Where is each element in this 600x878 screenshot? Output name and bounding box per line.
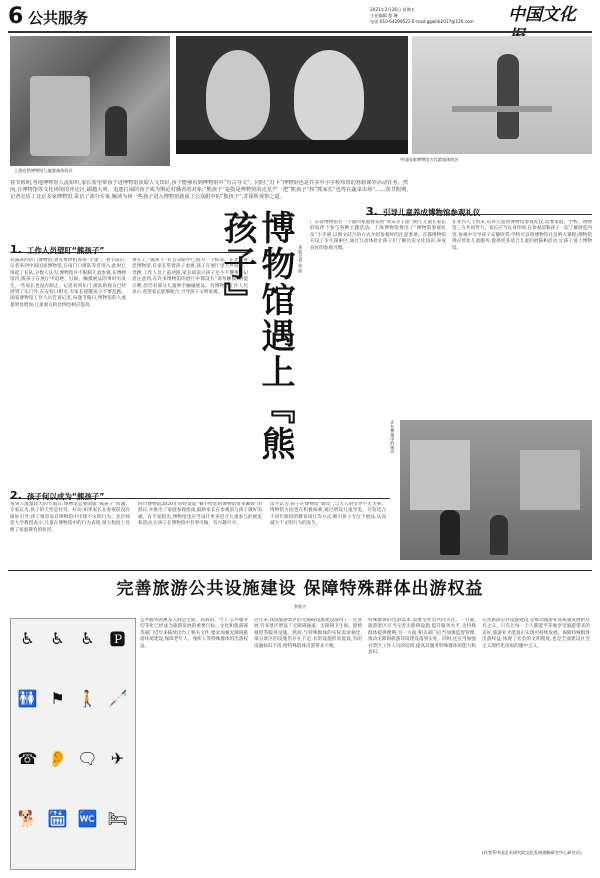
accessibility-icon: 🚶 — [77, 689, 98, 708]
section-title: 工作人员望盯“熊孩子” — [26, 246, 105, 255]
section-name: 公共服务 — [28, 9, 89, 27]
section-title: 孩子何以成为“熊孩子” — [26, 492, 105, 501]
section-3-col-h: 在业内人士看来,培养儿童的博物馆参观礼仪,需要家庭、学校、博物馆三方共同努力。家长应当以身作则,在参观前和孩子一起了解展览内容,参观中引导孩子安静欣赏;学校可以将博物馆礼仪纳入课程;博物馆则应优化儿童服务,提供更多适合儿童的展陈和活动,让孩子爱上博物馆。 — [452, 220, 592, 251]
section-2-col-f: 馆方认为,孩子在博物馆“调皮”,与大人的引导不无关系。博物馆方面也在积极探索,通过增设儿童导览、开发适合不同年龄段的教育项目等方式,吸引孩子专注于展品,从而减少不文明行为的发生。 — [270, 502, 386, 527]
accessibility-icon: ♿ — [20, 629, 35, 648]
bottom-byline: 李奕兴 — [293, 604, 307, 609]
accessibility-icon: ✈ — [110, 749, 125, 768]
accessibility-icon: ♿ — [80, 629, 95, 648]
page-number: 6 — [8, 4, 24, 29]
section-title: 引导儿童养成博物馆参观礼仪 — [382, 208, 481, 217]
photo-bird-exhibit — [412, 36, 592, 154]
accessibility-icon: 🛗 — [47, 809, 68, 828]
photo-caption-2: 中国国家博物馆古代游戏体验区 — [400, 157, 459, 162]
section-1-col-a: 显露孩的热门博物馆,曾先要择机查场“手递”。春节前后,记者来到中国国家博物馆,在南门口排队等待进入,此时已排起了长队,分数人认为,博物馆并不限制儿童参观,在博物馆内,熊孩子在展厅中追逐、打闹、触摸展品的事时有发生,一些家长也没有制止。记者来到东门,排队的观众已经排到了东门外,在安检口附近,有家长提醒孩子不要乱跑。国家博物馆工作人员告诉记者,每逢节假日,博物馆的人流量明显增加,儿童观众的比例也相应提高。 — [10, 258, 126, 308]
feature-byline: 本报记者 张 影 — [298, 245, 304, 273]
accessibility-icon-grid — [10, 618, 136, 870]
accessibility-icon: ⚑ — [50, 689, 65, 708]
section-heading-2 — [10, 484, 390, 502]
bottom-col-4: 完善旅游公共设施建设,是推动旅游业高质量发展的应有之义。只有让每一个人都能平等地享受旅游带来的美好,旅游业才能真正实现可持续发展。保障特殊群体出游权益,体现了社会的文明程度,也是全面建设社会主义现代化国家的题中之义。 — [482, 618, 590, 649]
feature-title: 博物馆遇上『熊孩子』 — [217, 210, 295, 462]
photo-museum-visitors — [400, 420, 592, 560]
bottom-col-3: 特殊群体的出游需求,需要全社会共同关注。一方面,旅游景区应当完善无障碍设施,提升服务水平,为特殊群体提供便利;另一方面,相关部门应当加强监督管理,推动无障碍旅游环境建设落到实处。同时,还应当加强对景区工作人员的培训,提高其服务特殊群体的能力和意识。 — [368, 618, 476, 656]
section-heading-1 — [10, 238, 250, 256]
accessibility-icon: 🐕 — [17, 809, 38, 828]
section-3-col-g: 广东省博物馆有一个面向家庭观众的“周末亲子游”项目,儿童在家长的陪伴下参与各种主题活动。上海博物馆推出了“博物馆参观礼仪”小手册,以图文结合的方式介绍参观时的注意事项。首都博物馆开设了少儿探索区,通过互动体验让孩子们了解历史文化知识,养成良好的参观习惯。 — [310, 220, 446, 251]
masthead-logo: 中国文化 — [508, 5, 576, 25]
section-number: 1. — [10, 243, 22, 256]
bottom-headline: 完善旅游公共设施建设 保障特殊群体出游权益 — [116, 579, 484, 599]
photo-caption-1: 上海自然博物馆儿童游戏体验区 — [14, 168, 73, 173]
accessibility-icon: 🗨 — [77, 749, 98, 768]
page-header — [8, 4, 592, 34]
accessibility-icon: 🅿 — [109, 630, 126, 649]
bottom-col-2: 近年来,我国旅游景区的无障碍设施建设取得了一定进展,许多景区增设了无障碍通道、无障碍卫生间、轮椅租借等服务设施。然而,与特殊群体的实际需求相比,部分景区的设施仍存在不足,有的设施形同虚设,有的设施标识不清,给特殊群体出游带来不便。 — [254, 618, 362, 649]
contact-info: 电话:010-64299522 E-mail:ggwhb2017@126.com — [370, 19, 474, 24]
section-2-col-e: 四川博物院2020年曾经发起“赛不给您的博物馆带来麻烦”的倡议,并推出了家庭参观指南,鼓励家长在参观前与孩子做好沟通。有专家指出,博物馆也应当设计更多适合儿童参与的展览和活动,让孩子在博物馆中有事可做、有兴趣可寻。 — [138, 502, 262, 527]
section-number: 2. — [10, 489, 22, 502]
photo-museum-child — [10, 36, 170, 166]
header-rule — [8, 31, 592, 33]
divider — [8, 570, 592, 571]
section-1-col-b: 事实上,“熊孩子”在公众眼中已成为一个标签。在北京鲁迅博物馆,有家长带着孩子参观,孩子在展厅里大声喧哗、奔跑,工作人员上前劝阻,家长却表示孩子还小不懂事。记者注意到,在许多博物馆的展厅中都设有“请勿触摸”的提示牌,但仍有部分儿童伸手触碰展品。有博物馆工作人员表示,希望家长能够配合,引导孩子文明参观。 — [132, 258, 248, 296]
accessibility-icon: ♿ — [50, 629, 65, 648]
editor: 主任编辑 程 琳 — [370, 13, 398, 18]
bottom-col-1: 公共服务的惠及人群是全面、高效的。当下,公共服务均等化已经成为旅游发展的重要目标。文化和旅游部等部门近年来陆续出台了相关文件,要求加强无障碍旅游环境建设,保障老年人、残疾人等特殊群体的出游权益。 — [140, 618, 248, 649]
author-note: (作者系中国艺术研究院文化发展战略研究中心研究员) — [482, 850, 582, 855]
lead-paragraph: 春节假期,各地博物馆人流如织,家长希望带孩子进博物馆获取人文知识,孩子能够看到博物馆中“有古导文”。同时,“打卡”博物馆也是许多中小学校布置的寒假课外活动任务。然而,在博物馆等文化场馆的评论区,刷越大叫、追逐打闹的孩子成为舆论对播者的对象;“熊孩子”是指是博物馆的克星?“一把“熊孩子”和“熊家长”也得在蔬菜市场”……春节假期,记者走访了北京多家博物馆,采访了部分专家,解读为何一些孩子进入博物馆就成了公众眼中的“熊孩子”,并探析观察之道。 — [10, 180, 408, 201]
section-2-col-d: 每到人流量较大的节假日,博物馆总要面临“熊孩子”问题。专家认为,孩子的天性是好奇、好动,如果家长在参观前没有做好引导,孩子很容易在博物馆中出现不文明行为。北京师范大学教授表示,儿童在博物馆中的行为表现,很大程度上反映了家庭教育的状况。 — [10, 502, 130, 533]
photo-feather-exhibit — [176, 36, 408, 154]
accessibility-icon: 🛏 — [107, 809, 128, 828]
accessibility-icon: 👂 — [47, 749, 68, 768]
accessibility-icon: ☎ — [17, 749, 38, 768]
accessibility-icon: 🚾 — [77, 809, 98, 828]
accessibility-icon: 🦯 — [107, 689, 128, 708]
photo-caption-3: 正在参观中的观众 — [390, 420, 396, 454]
section-heading-3 — [366, 200, 592, 218]
accessibility-icon: 🚻 — [17, 689, 38, 708]
issue-date: 2021年2月26日 星期五 — [370, 7, 416, 12]
section-number: 3. — [366, 205, 378, 218]
